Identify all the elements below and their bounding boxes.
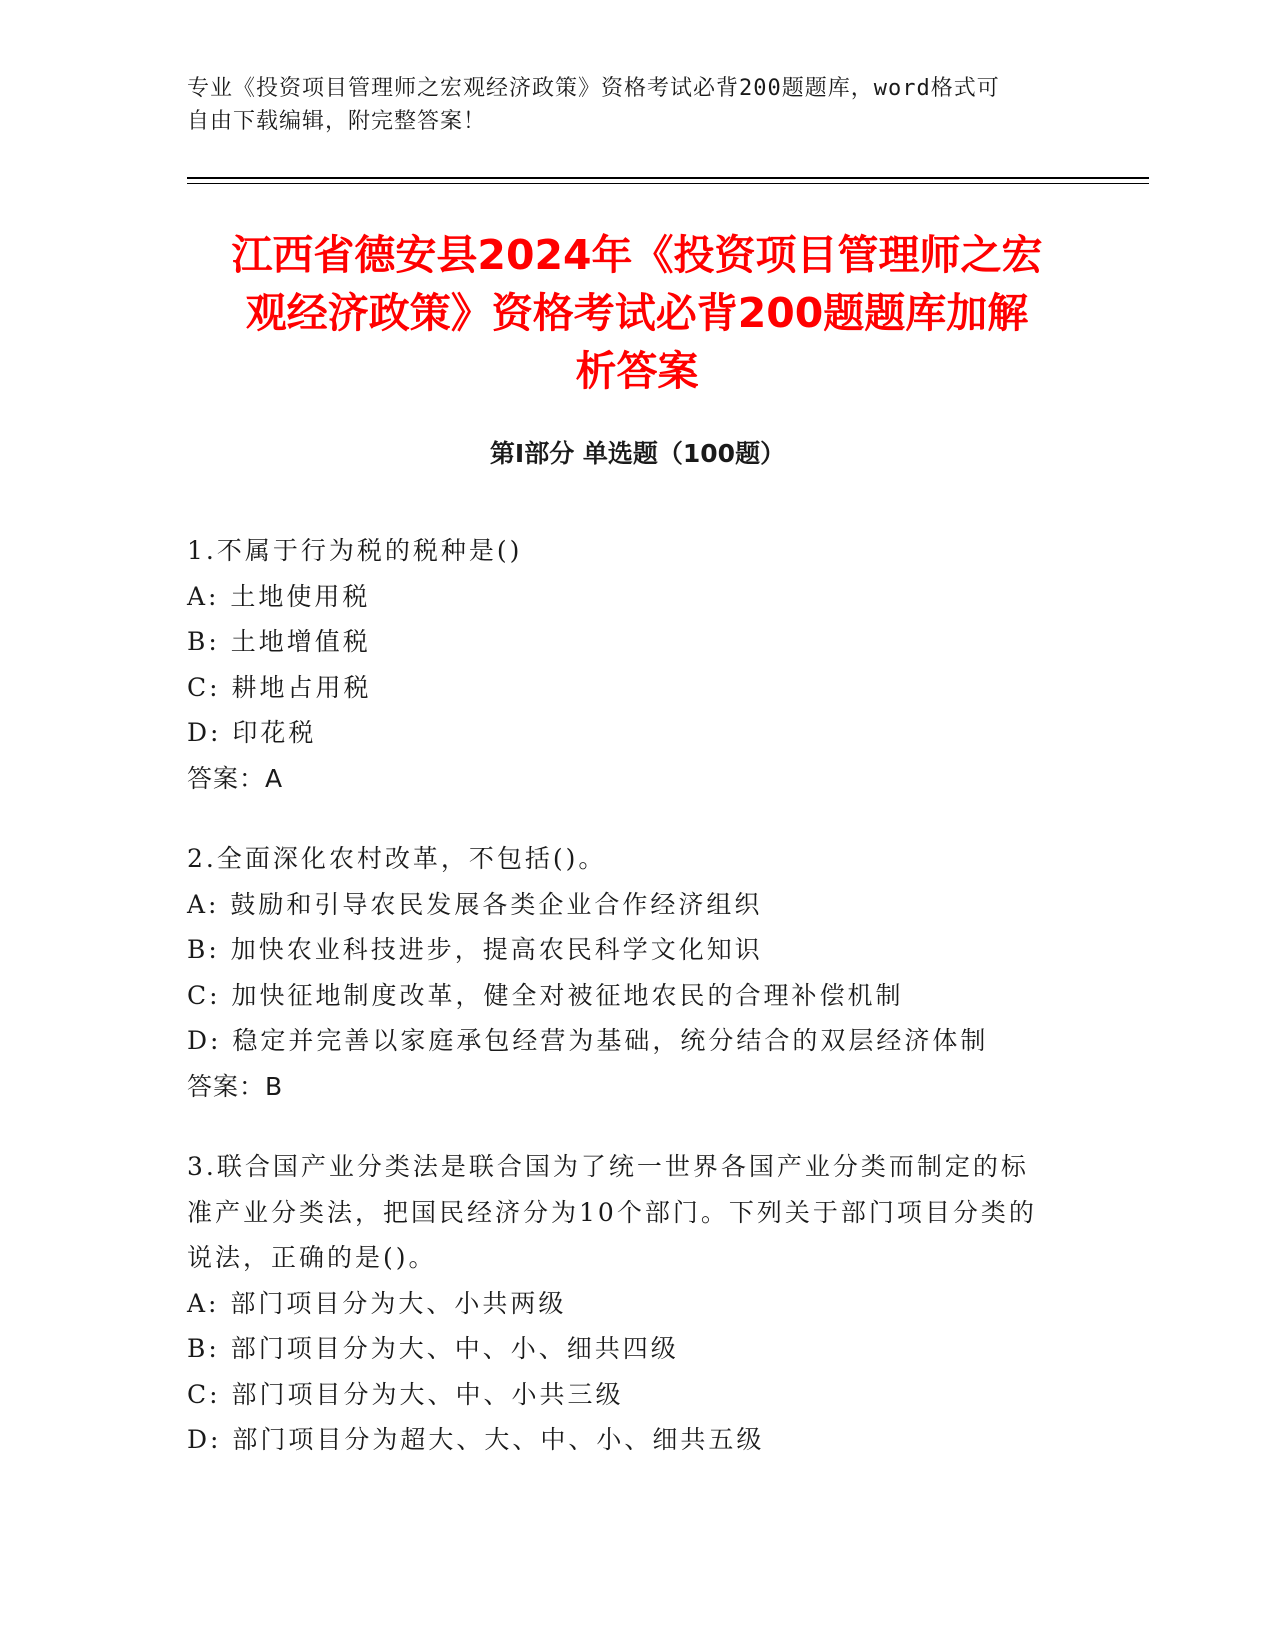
option-c: C: 加快征地制度改革，健全对被征地农民的合理补偿机制 [187,980,904,1010]
question-2 [187,836,1067,1109]
option-b: B: 土地增值税 [187,627,371,656]
question-stem-line: 说法，正确的是()。 [187,1243,437,1272]
title-line: 观经济政策》资格考试必背200题题库加解 [245,289,1029,337]
question-stem-line: 准产业分类法，把国民经济分为10个部门。下列关于部门项目分类的 [187,1197,1037,1227]
intro-line: 专业《投资项目管理师之宏观经济政策》资格考试必背200题题库，word格式可 [187,76,1000,101]
option-a: A: 鼓励和引导农民发展各类企业合作经济组织 [187,889,763,919]
answer: 答案：A [187,763,284,793]
question-stem: 1.不属于行为税的税种是() [187,536,523,565]
intro-line: 自由下载编辑，附完整答案！ [187,109,487,134]
question-stem: 2.全面深化农村改革，不包括()。 [187,844,607,873]
header-divider-thin [187,183,1149,184]
question-1 [187,528,1067,801]
option-a: A: 部门项目分为大、小共两级 [187,1288,567,1318]
option-a: A: 土地使用税 [187,581,371,611]
header-divider-thick [187,177,1149,179]
title-line: 江西省德安县2024年《投资项目管理师之宏 [231,231,1043,279]
document-title [187,226,1087,400]
option-d: D: 印花税 [187,718,317,747]
option-d: D: 部门项目分为超大、大、中、小、细共五级 [187,1425,765,1454]
option-b: B: 加快农业科技进步，提高农民科学文化知识 [187,935,763,964]
document-intro [187,72,1067,138]
option-b: B: 部门项目分为大、中、小、细共四级 [187,1334,679,1363]
question-list [187,528,1067,1498]
section-heading: 第Ⅰ部分 单选题（100题） [489,439,786,468]
option-c: C: 部门项目分为大、中、小共三级 [187,1379,624,1409]
question-3 [187,1144,1067,1463]
question-stem-line: 3.联合国产业分类法是联合国为了统一世界各国产业分类而制定的标 [187,1152,1029,1181]
option-d: D: 稳定并完善以家庭承包经营为基础，统分结合的双层经济体制 [187,1026,989,1055]
answer: 答案：B [187,1071,284,1101]
option-c: C: 耕地占用税 [187,672,372,702]
title-line: 析答案 [575,347,699,395]
